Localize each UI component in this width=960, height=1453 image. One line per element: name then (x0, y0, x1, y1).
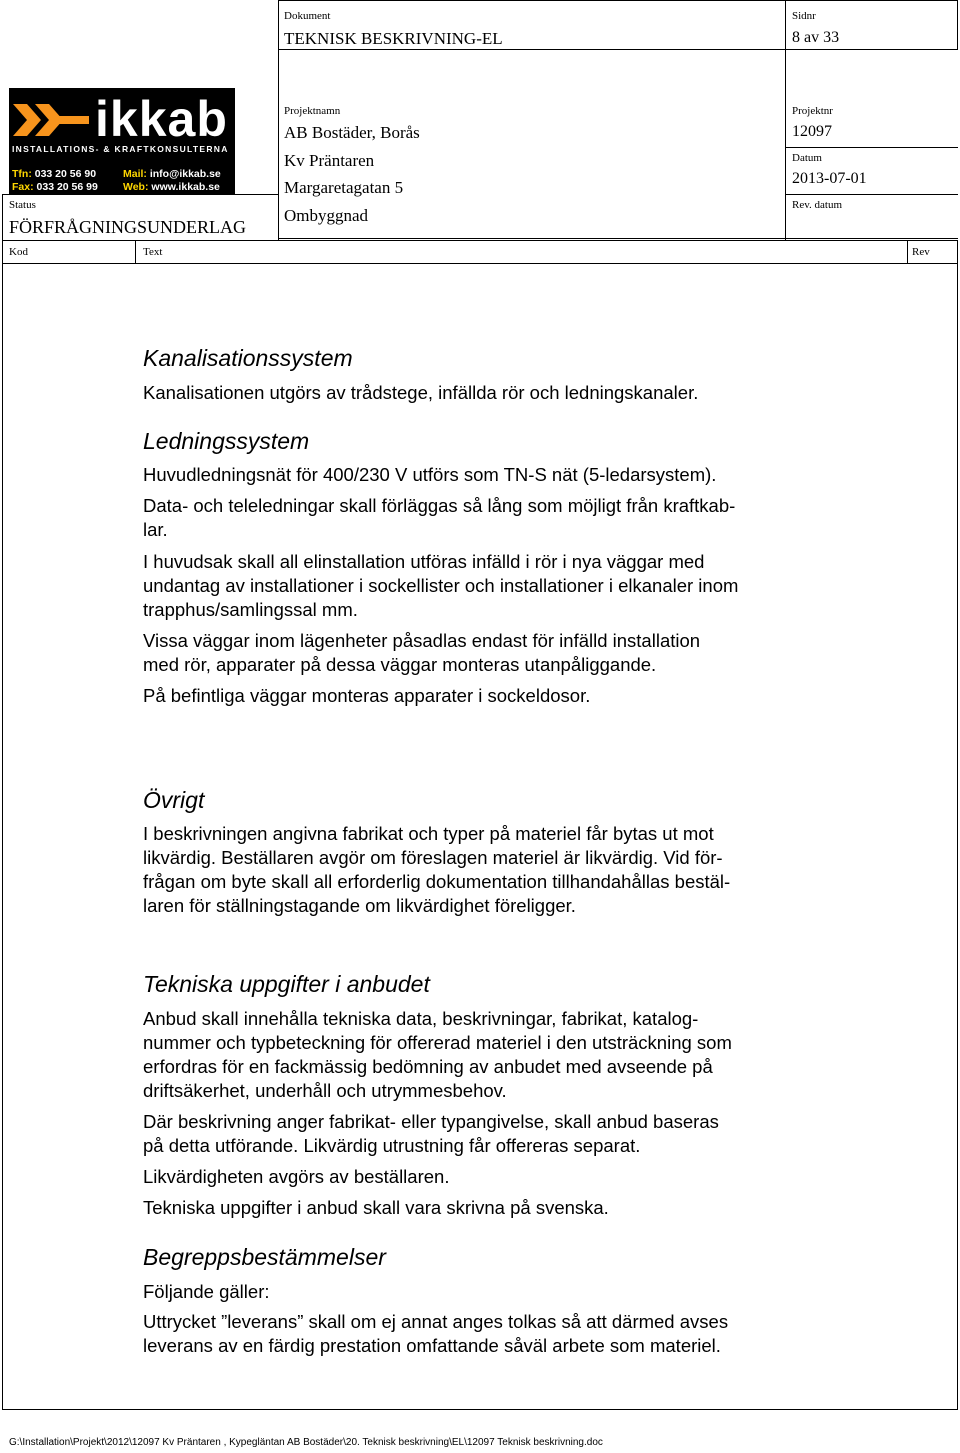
paragraph: Följande gäller: (143, 1281, 270, 1302)
paragraph: Anbud skall innehålla tekniska data, beskrivningar, fabrikat, katalog- nummer och typbeteckning för offererad materiel i den utsträckning som erfordras för en fackmässig bedömning av anbudet med avseende på driftsäkerhet, underhåll och utrymmesbehov. (143, 1008, 732, 1101)
paragraph: Tekniska uppgifter i anbud skall vara skrivna på svenska. (143, 1197, 609, 1218)
header-mid-border (785, 0, 786, 240)
projektnamn-label: Projektnamn (284, 105, 341, 117)
dokument-value: TEKNISK BESKRIVNING-EL (284, 29, 503, 48)
logo-mail: Mail: info@ikkab.se (123, 168, 221, 180)
projektnamn-line-3: Margaretagatan 5 (284, 178, 404, 197)
ikkab-arrow-icon (13, 98, 91, 142)
paragraph: Kanalisationen utgörs av trådstege, infällda rör och ledningskanaler. (143, 382, 699, 403)
paragraph: Data- och teleledningar skall förläggas så lång som möjligt från kraftkab- lar. (143, 495, 736, 540)
projektnamn-line-4: Ombyggnad (284, 206, 369, 225)
rev-label: Rev (912, 246, 930, 258)
sidnr-label: Sidnr (792, 10, 816, 22)
body-frame-bottom (2, 1409, 958, 1410)
logo-phone: Tfn: 033 20 56 90 (12, 168, 97, 180)
company-logo (9, 88, 235, 194)
revdatum-label: Rev. datum (792, 199, 842, 211)
header-revdatum-divider (785, 194, 958, 195)
datum-label: Datum (792, 152, 822, 164)
heading-tekniska-uppgifter: Tekniska uppgifter i anbudet (143, 971, 430, 997)
header-divider-2 (278, 238, 958, 239)
paragraph: Där beskrivning anger fabrikat- eller typangivelse, skall anbud baseras på detta utförande. Likvärdig utrustning får offereras separat. (143, 1111, 719, 1156)
rev-column-divider (907, 240, 908, 263)
sidnr-value: 8 av 33 (792, 29, 840, 46)
header-right-border (957, 0, 958, 50)
kod-row-bottom (2, 263, 958, 264)
logo-web: Web: www.ikkab.se (123, 181, 220, 193)
footer-file-path: G:\Installation\Projekt\2012\12097 Kv Präntaren , Kypegläntan AB Bostäder\20. Teknisk beskrivning\EL\12097 Teknisk beskrivning.doc (9, 1437, 603, 1448)
header-divider-1 (278, 49, 958, 50)
heading-begreppsbestammelser: Begreppsbestämmelser (143, 1244, 386, 1270)
projektnamn-line-2: Kv Präntaren (284, 151, 375, 170)
header-kod-row-top (2, 240, 958, 241)
heading-ledningssystem: Ledningssystem (143, 428, 310, 454)
status-label: Status (9, 199, 36, 211)
paragraph: Vissa väggar inom lägenheter påsadlas endast för infälld installation med rör, apparater på dessa väggar monteras utanpåliggande. (143, 630, 701, 675)
heading-kanalisationssystem: Kanalisationssystem (143, 345, 353, 371)
header-datum-divider (785, 147, 958, 148)
paragraph: Huvudledningsnät för 400/230 V utförs som TN-S nät (5-ledarsystem). (143, 464, 717, 485)
paragraph: Uttrycket ”leverans” skall om ej annat anges tolkas så att därmed avses leverans av en färdig prestation omfattande såväl arbete som materiel. (143, 1311, 729, 1356)
logo-fax: Fax: 033 20 56 99 (12, 181, 98, 193)
text-label: Text (143, 246, 163, 258)
body-frame-right (957, 240, 958, 1410)
paragraph: Likvärdigheten avgörs av beställaren. (143, 1166, 450, 1187)
header-top-border (278, 0, 958, 1)
kod-label: Kod (9, 246, 28, 258)
kod-column-divider (135, 240, 136, 263)
heading-ovrigt: Övrigt (143, 787, 205, 813)
projektnr-label: Projektnr (792, 105, 833, 117)
datum-value: 2013-07-01 (792, 170, 867, 187)
dokument-label: Dokument (284, 10, 331, 22)
paragraph: I beskrivningen angivna fabrikat och typer på materiel får bytas ut mot likvärdig. Beställaren avgör om föreslagen materiel är likvärdig. Vid för- frågan om byte skall all erforderlig dokumentation tillhandahållas bestäl- laren för ställningstagande om likvärdighet föreligger. (143, 823, 731, 916)
paragraph: På befintliga väggar monteras apparater i sockeldosor. (143, 685, 591, 706)
logo-wordmark: ikkab (95, 91, 228, 147)
projektnr-value: 12097 (792, 123, 832, 140)
header-left-border (278, 0, 279, 240)
status-value: FÖRFRÅGNINGSUNDERLAG (9, 217, 247, 237)
projektnamn-line-1: AB Bostäder, Borås (284, 123, 420, 142)
header-status-divider (2, 194, 279, 195)
logo-tagline: INSTALLATIONS- & KRAFTKONSULTERNA (12, 144, 229, 154)
body-frame-left (2, 194, 3, 1410)
paragraph: I huvudsak skall all elinstallation utföras infälld i rör i nya väggar med undantag av installationer i sockellister och installationer i elkanaler inom trapphus/samlingssal mm. (143, 551, 739, 620)
